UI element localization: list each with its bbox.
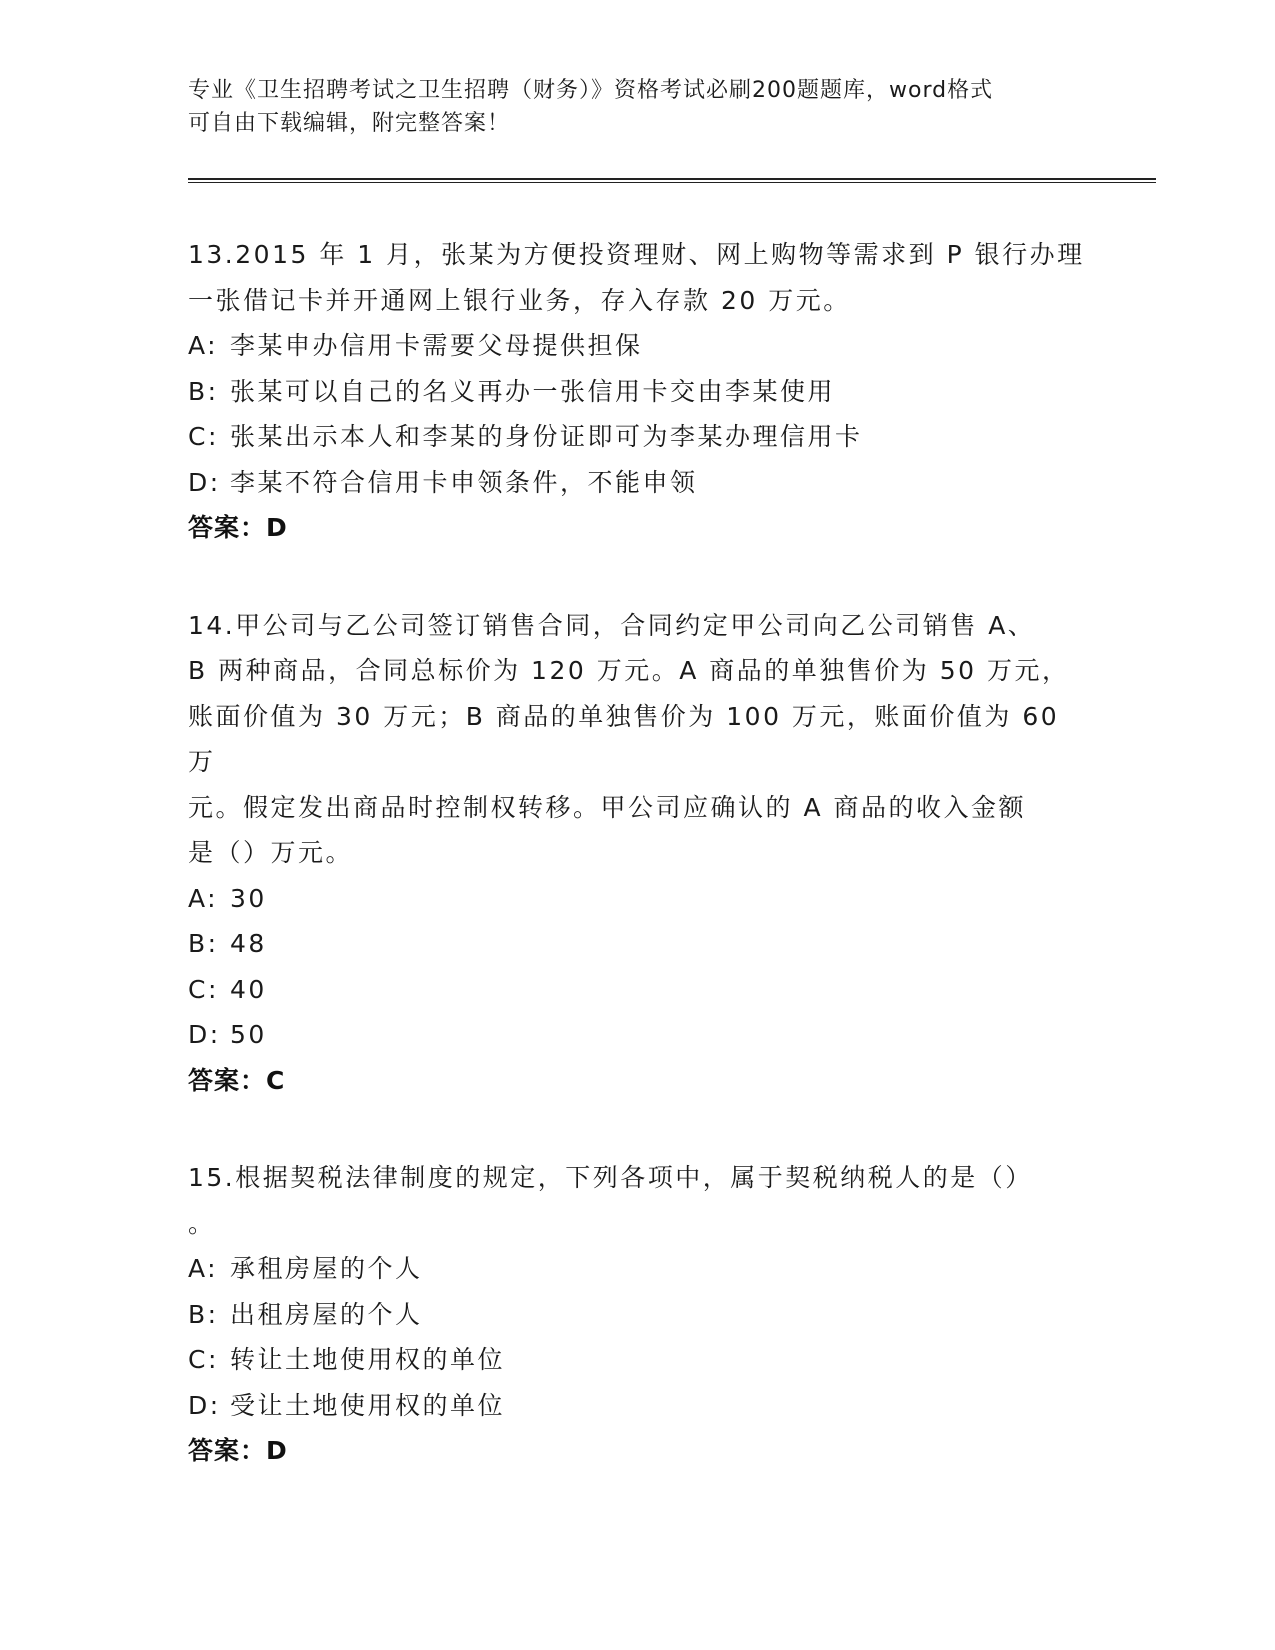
option-c [188,414,1088,460]
question-stem-line: 是（）万元。 [188,838,354,867]
option-a [188,1246,1088,1292]
option-d [188,460,1088,506]
option-text: 30 [230,883,267,913]
answer-line: 答案：D [188,513,288,542]
option-d [188,1012,1088,1058]
option-b [188,1292,1088,1338]
question-stem-line: 一张借记卡并开通网上银行业务，存入存款 20 万元。 [188,285,851,315]
question-13 [188,232,1088,551]
option-text: 40 [230,974,267,1004]
option-text: 承租房屋的个人 [230,1254,423,1283]
option-letter: C: [188,422,219,451]
header-line-2: 可自由下载编辑，附完整答案！ [188,111,511,136]
question-stem-line: 14.甲公司与乙公司签订销售合同，合同约定甲公司向乙公司销售 A、 [188,610,1036,640]
answer-line: 答案：D [188,1436,288,1465]
document-header [188,74,1088,140]
option-c [188,967,1088,1013]
question-stem-line: 13.2015 年 1 月，张某为方便投资理财、网上购物等需求到 P 银行办理 [188,240,1085,269]
question-stem-line: B 两种商品，合同总标价为 120 万元。A 商品的单独售价为 50 万元， [188,656,1070,685]
option-a [188,323,1088,369]
option-letter: D: [188,1390,221,1420]
option-text: 转让土地使用权的单位 [230,1345,506,1374]
question-stem-line: 。 [188,1208,216,1238]
answer-line: 答案：C [188,1065,286,1095]
option-letter: A: [188,1254,219,1283]
option-a [188,876,1088,922]
question-stem-line: 元。假定发出商品时控制权转移。甲公司应确认的 A 商品的收入金额 [188,792,1026,822]
question-stem-line: 15.根据契税法律制度的规定，下列各项中，属于契税纳税人的是（） [188,1163,1033,1192]
option-b [188,369,1088,415]
option-text: 李某申办信用卡需要父母提供担保 [230,331,643,360]
option-text: 李某不符合信用卡申领条件，不能申领 [230,467,698,497]
option-letter: B: [188,376,219,406]
question-14 [188,603,1088,1104]
option-text: 受让土地使用权的单位 [230,1390,506,1420]
header-line-1: 专业《卫生招聘考试之卫生招聘（财务）》资格考试必刷200题题库，word格式 [188,78,994,103]
option-d [188,1383,1088,1429]
question-list [188,232,1088,1526]
option-letter: A: [188,331,219,360]
option-letter: D: [188,1020,221,1049]
option-text: 出租房屋的个人 [230,1299,423,1329]
option-text: 50 [230,1020,267,1049]
option-letter: A: [188,883,219,913]
option-c [188,1337,1088,1383]
option-letter: C: [188,974,219,1004]
option-letter: C: [188,1345,219,1374]
option-text: 张某出示本人和李某的身份证即可为李某办理信用卡 [230,422,863,451]
option-letter: D: [188,467,221,497]
option-b [188,921,1088,967]
option-text: 张某可以自己的名义再办一张信用卡交由李某使用 [230,376,836,406]
option-text: 48 [230,929,267,958]
option-letter: B: [188,1299,219,1329]
question-stem-line: 账面价值为 30 万元；B 商品的单独售价为 100 万元，账面价值为 60 万 [188,701,1060,776]
question-15 [188,1155,1088,1474]
option-letter: B: [188,929,219,958]
header-divider [188,178,1156,183]
